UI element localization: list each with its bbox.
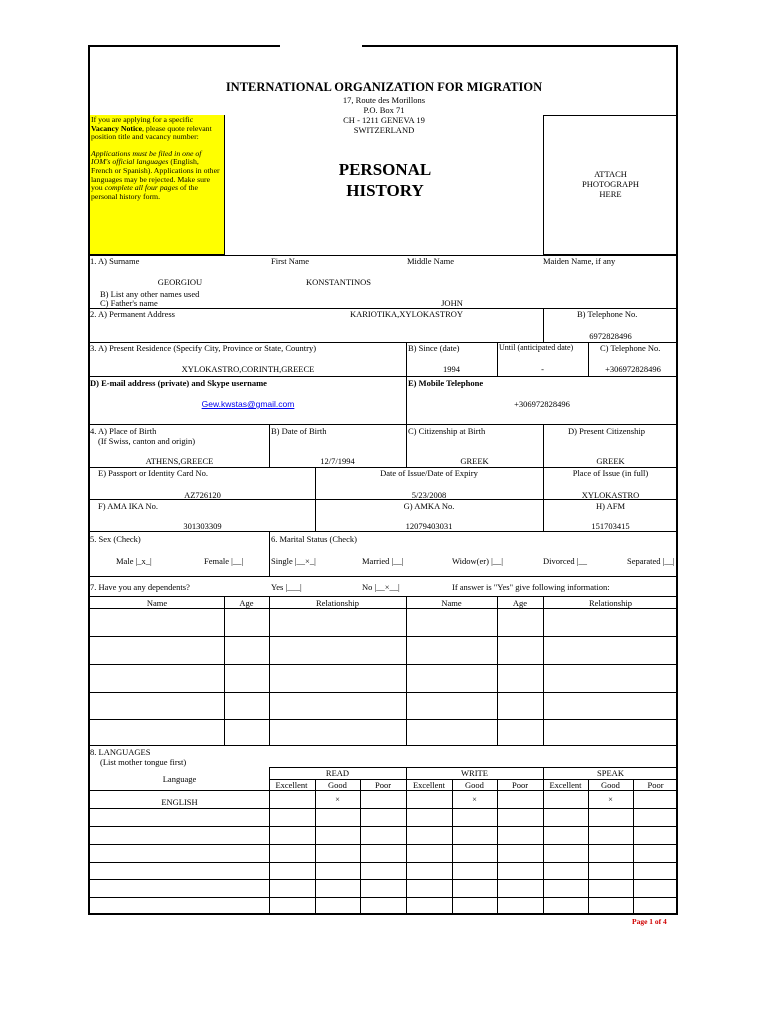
note-vacancy-notice: Vacancy Notice [91, 123, 143, 133]
separated-checkbox[interactable]: Separated |__| [627, 556, 675, 566]
ama-label: F) AMA IKA No. [98, 501, 158, 511]
address-line-2: P.O. Box 71 [363, 105, 405, 115]
middle-name-label: Middle Name [407, 256, 454, 266]
languages-sub: (List mother tongue first) [100, 757, 187, 767]
dependents-header-age: Age [239, 598, 254, 608]
email-value[interactable] [90, 399, 406, 409]
place-of-birth-label: 4. A) Place of Birth [90, 426, 157, 436]
org-title: INTERNATIONAL ORGANIZATION FOR MIGRATION [225, 80, 543, 94]
note-text: , please quote relevant position title and vacancy number: [91, 123, 212, 142]
table-row[interactable] [90, 862, 678, 863]
read-poor-header: Poor [374, 780, 392, 790]
note-italic: complete all four pages [104, 183, 179, 193]
instructions-note [90, 115, 225, 255]
rule [224, 596, 225, 745]
present-citizenship-value[interactable]: GREEK [596, 456, 625, 466]
speak-excellent-header: Excellent [549, 780, 582, 790]
rule [497, 596, 498, 745]
table-row[interactable] [90, 664, 678, 665]
photo-label-1: ATTACH [594, 169, 627, 179]
rule [90, 745, 678, 746]
surname-label: 1. A) Surname [90, 256, 140, 266]
first-name-value[interactable]: KONSTANTINOS [306, 277, 371, 287]
rule [588, 779, 589, 913]
citizenship-birth-value[interactable]: GREEK [460, 456, 489, 466]
speak-good-header: Good [601, 780, 620, 790]
photo-label-2: PHOTOGRAPH [582, 179, 639, 189]
rule [497, 779, 498, 913]
rule [90, 531, 678, 532]
language-header: Language [162, 774, 197, 784]
issue-place-value[interactable]: XYLOKASTRO [581, 490, 640, 500]
write-poor-header: Poor [511, 780, 529, 790]
address-line-3: CH - 1211 GENEVA 19 [343, 115, 425, 125]
address-line-4: SWITZERLAND [353, 125, 415, 135]
note-text: of the personal history form. [91, 183, 198, 201]
rule [360, 779, 361, 913]
sex-label: 5. Sex (Check) [90, 534, 141, 544]
telephone-label: B) Telephone No. [577, 309, 638, 319]
rule [269, 531, 270, 576]
present-citizenship-label: D) Present Citizenship [568, 426, 645, 436]
place-of-birth-sub: (If Swiss, canton and origin) [98, 436, 196, 446]
speak-header: SPEAK [597, 768, 624, 778]
mobile-value[interactable]: +306972828496 [514, 399, 570, 409]
dependents-if-yes: If answer is "Yes" give following information: [452, 582, 610, 592]
issue-date-value[interactable]: 5/23/2008 [411, 490, 447, 500]
passport-label: E) Passport or Identity Card No. [98, 468, 209, 478]
since-value[interactable]: 1994 [443, 364, 460, 374]
photo-label-3: HERE [599, 189, 622, 199]
dependents-header-relationship: Relationship [316, 598, 359, 608]
single-checkbox[interactable]: Single |__×_| [271, 556, 316, 566]
form-title-line-2: HISTORY [346, 181, 424, 200]
write-excellent-header: Excellent [412, 780, 446, 790]
form-title-line-1: PERSONAL [338, 160, 432, 179]
read-good-header: Good [328, 780, 347, 790]
date-of-birth-label: B) Date of Birth [271, 426, 327, 436]
dependents-question: 7. Have you any dependents? [90, 582, 190, 592]
table-row[interactable] [90, 879, 678, 880]
issue-date-label: Date of Issue/Date of Expiry [380, 468, 478, 478]
table-row[interactable] [90, 844, 678, 845]
present-telephone-label: C) Telephone No. [600, 343, 661, 353]
divorced-checkbox[interactable]: Divorced |__ [543, 556, 587, 566]
maiden-name-label: Maiden Name, if any [543, 256, 616, 266]
rule [315, 779, 316, 913]
table-row[interactable] [90, 719, 678, 720]
address-line-1: 17, Route des Morillons [342, 95, 426, 105]
rule [543, 596, 544, 745]
note-text: If you are applying for a specific [91, 115, 194, 124]
passport-value[interactable]: AZ726120 [184, 490, 221, 500]
rule [452, 779, 453, 913]
male-checkbox[interactable]: Male |_x_| [116, 556, 152, 566]
rule [269, 596, 270, 745]
rule [90, 790, 678, 791]
ama-value[interactable]: 301303309 [183, 521, 222, 531]
present-telephone-value[interactable]: +306972828496 [605, 364, 661, 374]
father-name-value[interactable]: JOHN [441, 298, 463, 308]
rule [90, 376, 678, 377]
female-checkbox[interactable]: Female |__| [204, 556, 244, 566]
since-label: B) Since (date) [408, 343, 460, 353]
table-row[interactable] [90, 636, 678, 637]
telephone-value[interactable]: 6972828496 [589, 331, 632, 341]
first-name-label: First Name [271, 256, 310, 266]
rule [406, 767, 407, 913]
speak-poor-header: Poor [647, 780, 664, 790]
dependents-header-relationship: Relationship [589, 598, 632, 608]
dependents-yes-checkbox[interactable]: Yes |___| [271, 582, 302, 592]
language-1-value[interactable]: ENGLISH [161, 797, 198, 807]
permanent-address-label: 2. A) Permanent Address [90, 309, 175, 319]
afm-value[interactable]: 151703415 [591, 521, 630, 531]
rule [90, 608, 678, 609]
other-names-label: B) List any other names used [100, 289, 200, 299]
language-note [90, 142, 224, 202]
issue-place-label: Place of Issue (in full) [572, 468, 649, 478]
citizenship-birth-label: C) Citizenship at Birth [408, 426, 486, 436]
until-value[interactable]: - [541, 364, 544, 374]
speak-good-mark[interactable]: × [608, 794, 613, 804]
vacancy-note [90, 115, 224, 142]
read-excellent-header: Excellent [275, 780, 308, 790]
email-link[interactable]: Gew.kwstas@gmail.com [201, 399, 295, 409]
write-good-mark[interactable]: × [472, 794, 477, 804]
table-row[interactable] [90, 826, 678, 827]
until-label: Until (anticipated date) [499, 343, 574, 352]
surname-value[interactable]: GEORGIOU [157, 277, 203, 287]
dependents-no-checkbox[interactable]: No |__×__| [362, 582, 400, 592]
present-residence-label: 3. A) Present Residence (Specify City, Province or State, Country) [90, 343, 317, 353]
languages-label: 8. LANGUAGES [90, 747, 151, 757]
married-checkbox[interactable]: Married |__| [362, 556, 404, 566]
permanent-address-value[interactable]: KARIOTIKA,XYLOKASTROY [349, 309, 464, 319]
rule [90, 596, 678, 597]
dependents-header-name: Name [146, 598, 168, 608]
read-header: READ [325, 768, 350, 778]
date-of-birth-value[interactable]: 12/7/1994 [320, 456, 355, 466]
page-number: Page 1 of 4 [632, 917, 667, 926]
write-good-header: Good [465, 780, 484, 790]
rule [543, 767, 544, 913]
place-of-birth-value[interactable]: ATHENS,GREECE [145, 456, 214, 466]
amka-label: G) AMKA No. [403, 501, 455, 511]
dependents-header-name: Name [441, 598, 462, 608]
amka-value[interactable]: 12079403031 [405, 521, 453, 531]
email-label: D) E-mail address (private) and Skype username [90, 378, 267, 388]
rule [406, 596, 407, 745]
write-header: WRITE [461, 768, 488, 778]
present-residence-value[interactable]: XYLOKASTRO,CORINTH,GREECE [181, 364, 315, 374]
father-name-label: C) Father's name [100, 298, 158, 308]
marital-status-label: 6. Marital Status (Check) [271, 534, 357, 544]
rule [90, 424, 678, 425]
rule [269, 767, 270, 913]
frame-gap [280, 43, 362, 47]
note-italic: Applications must be filed in one of IOM's official languages [91, 148, 202, 167]
note-text: (English, French or Spanish). Applications in other languages may be rejected. Make sure you [91, 157, 220, 193]
read-good-mark[interactable]: × [335, 794, 340, 804]
rule [90, 499, 678, 500]
dependents-header-age: Age [512, 598, 528, 608]
afm-label: H) AFM [595, 501, 626, 511]
mobile-label: E) Mobile Telephone [408, 378, 484, 388]
table-row[interactable] [90, 692, 678, 693]
rule [90, 576, 678, 577]
table-row[interactable] [90, 897, 678, 898]
widow-checkbox[interactable]: Widow(er) |__| [452, 556, 503, 566]
rule [633, 779, 634, 913]
table-row[interactable] [90, 808, 678, 809]
